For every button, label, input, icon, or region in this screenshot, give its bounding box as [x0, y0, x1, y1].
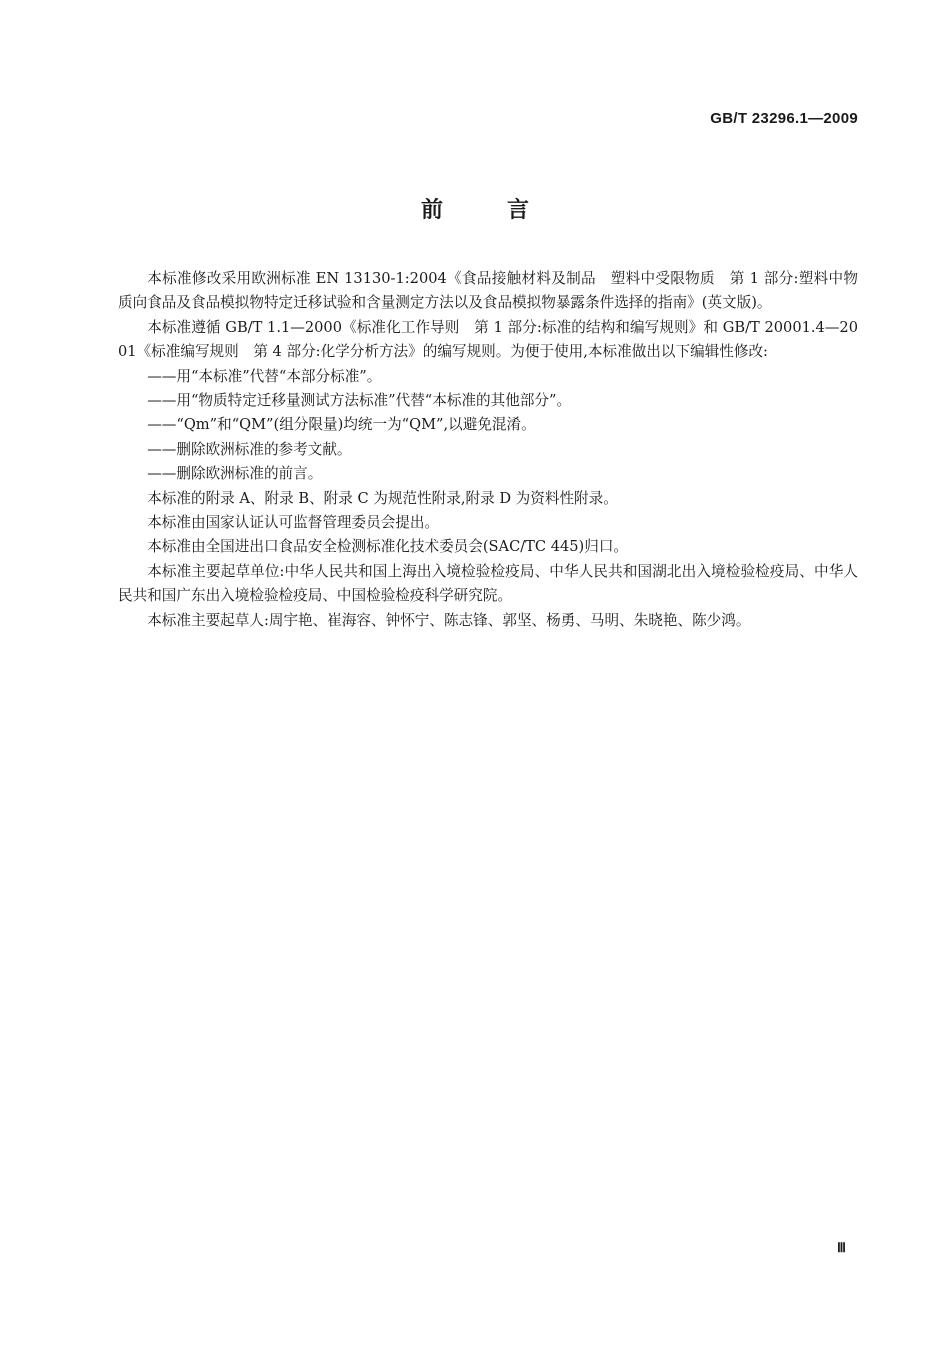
paragraph-drafting-units: 本标准主要起草单位:中华人民共和国上海出入境检验检疫局、中华人民共和国湖北出入境检验检疫局、中华人民共和国广东出入境检验检疫局、中国检验检疫科学研究院。 — [118, 562, 858, 605]
paragraph-committee: 本标准由全国进出口食品安全检测标准化技术委员会(SAC/TC 445)归口。 — [147, 538, 629, 556]
standard-code: GB/T 23296.1—2009 — [710, 110, 858, 127]
paragraph-annexes: 本标准的附录 A、附录 B、附录 C 为规范性附录,附录 D 为资料性附录。 — [147, 489, 618, 507]
paragraph-drafters: 本标准主要起草人:周宇艳、崔海容、钟怀宁、陈志锋、郭坚、杨勇、马明、朱晓艳、陈少鸿。 — [147, 611, 751, 629]
list-item-modification: ——用“物质特定迁移量测试方法标准”代替“本标准的其他部分”。 — [147, 392, 572, 410]
page-number: Ⅲ — [837, 1240, 846, 1255]
paragraph-adoption: 本标准修改采用欧洲标准 EN 13130-1:2004《食品接触材料及制品 塑料中受限物质 第 1 部分:塑料中物质向食品及食品模拟物特定迁移试验和含量测定方法以及食品模拟物暴露条件选择的指南》(英文版)。 — [118, 270, 858, 312]
paragraph-drafting-rules: 本标准遵循 GB/T 1.1—2000《标准化工作导则 第 1 部分:标准的结构和编写规则》和 GB/T 20001.4—2001《标准编写规则 第 4 部分:化学分析方法》的编写规则。为便于使用,本标准做出以下编辑性修改: — [118, 318, 858, 361]
list-item-modification: ——“Qm”和“QM”(组分限量)均统一为“QM”,以避免混淆。 — [147, 416, 536, 434]
list-item-modification: ——用“本标准”代替“本部分标准”。 — [147, 367, 382, 385]
preface-body — [118, 267, 858, 633]
page-title: 前言 — [420, 198, 593, 223]
paragraph-proposer: 本标准由国家认证认可监督管理委员会提出。 — [147, 514, 440, 532]
list-item-modification: ——删除欧洲标准的前言。 — [147, 465, 323, 483]
list-item-modification: ——删除欧洲标准的参考文献。 — [147, 440, 352, 458]
